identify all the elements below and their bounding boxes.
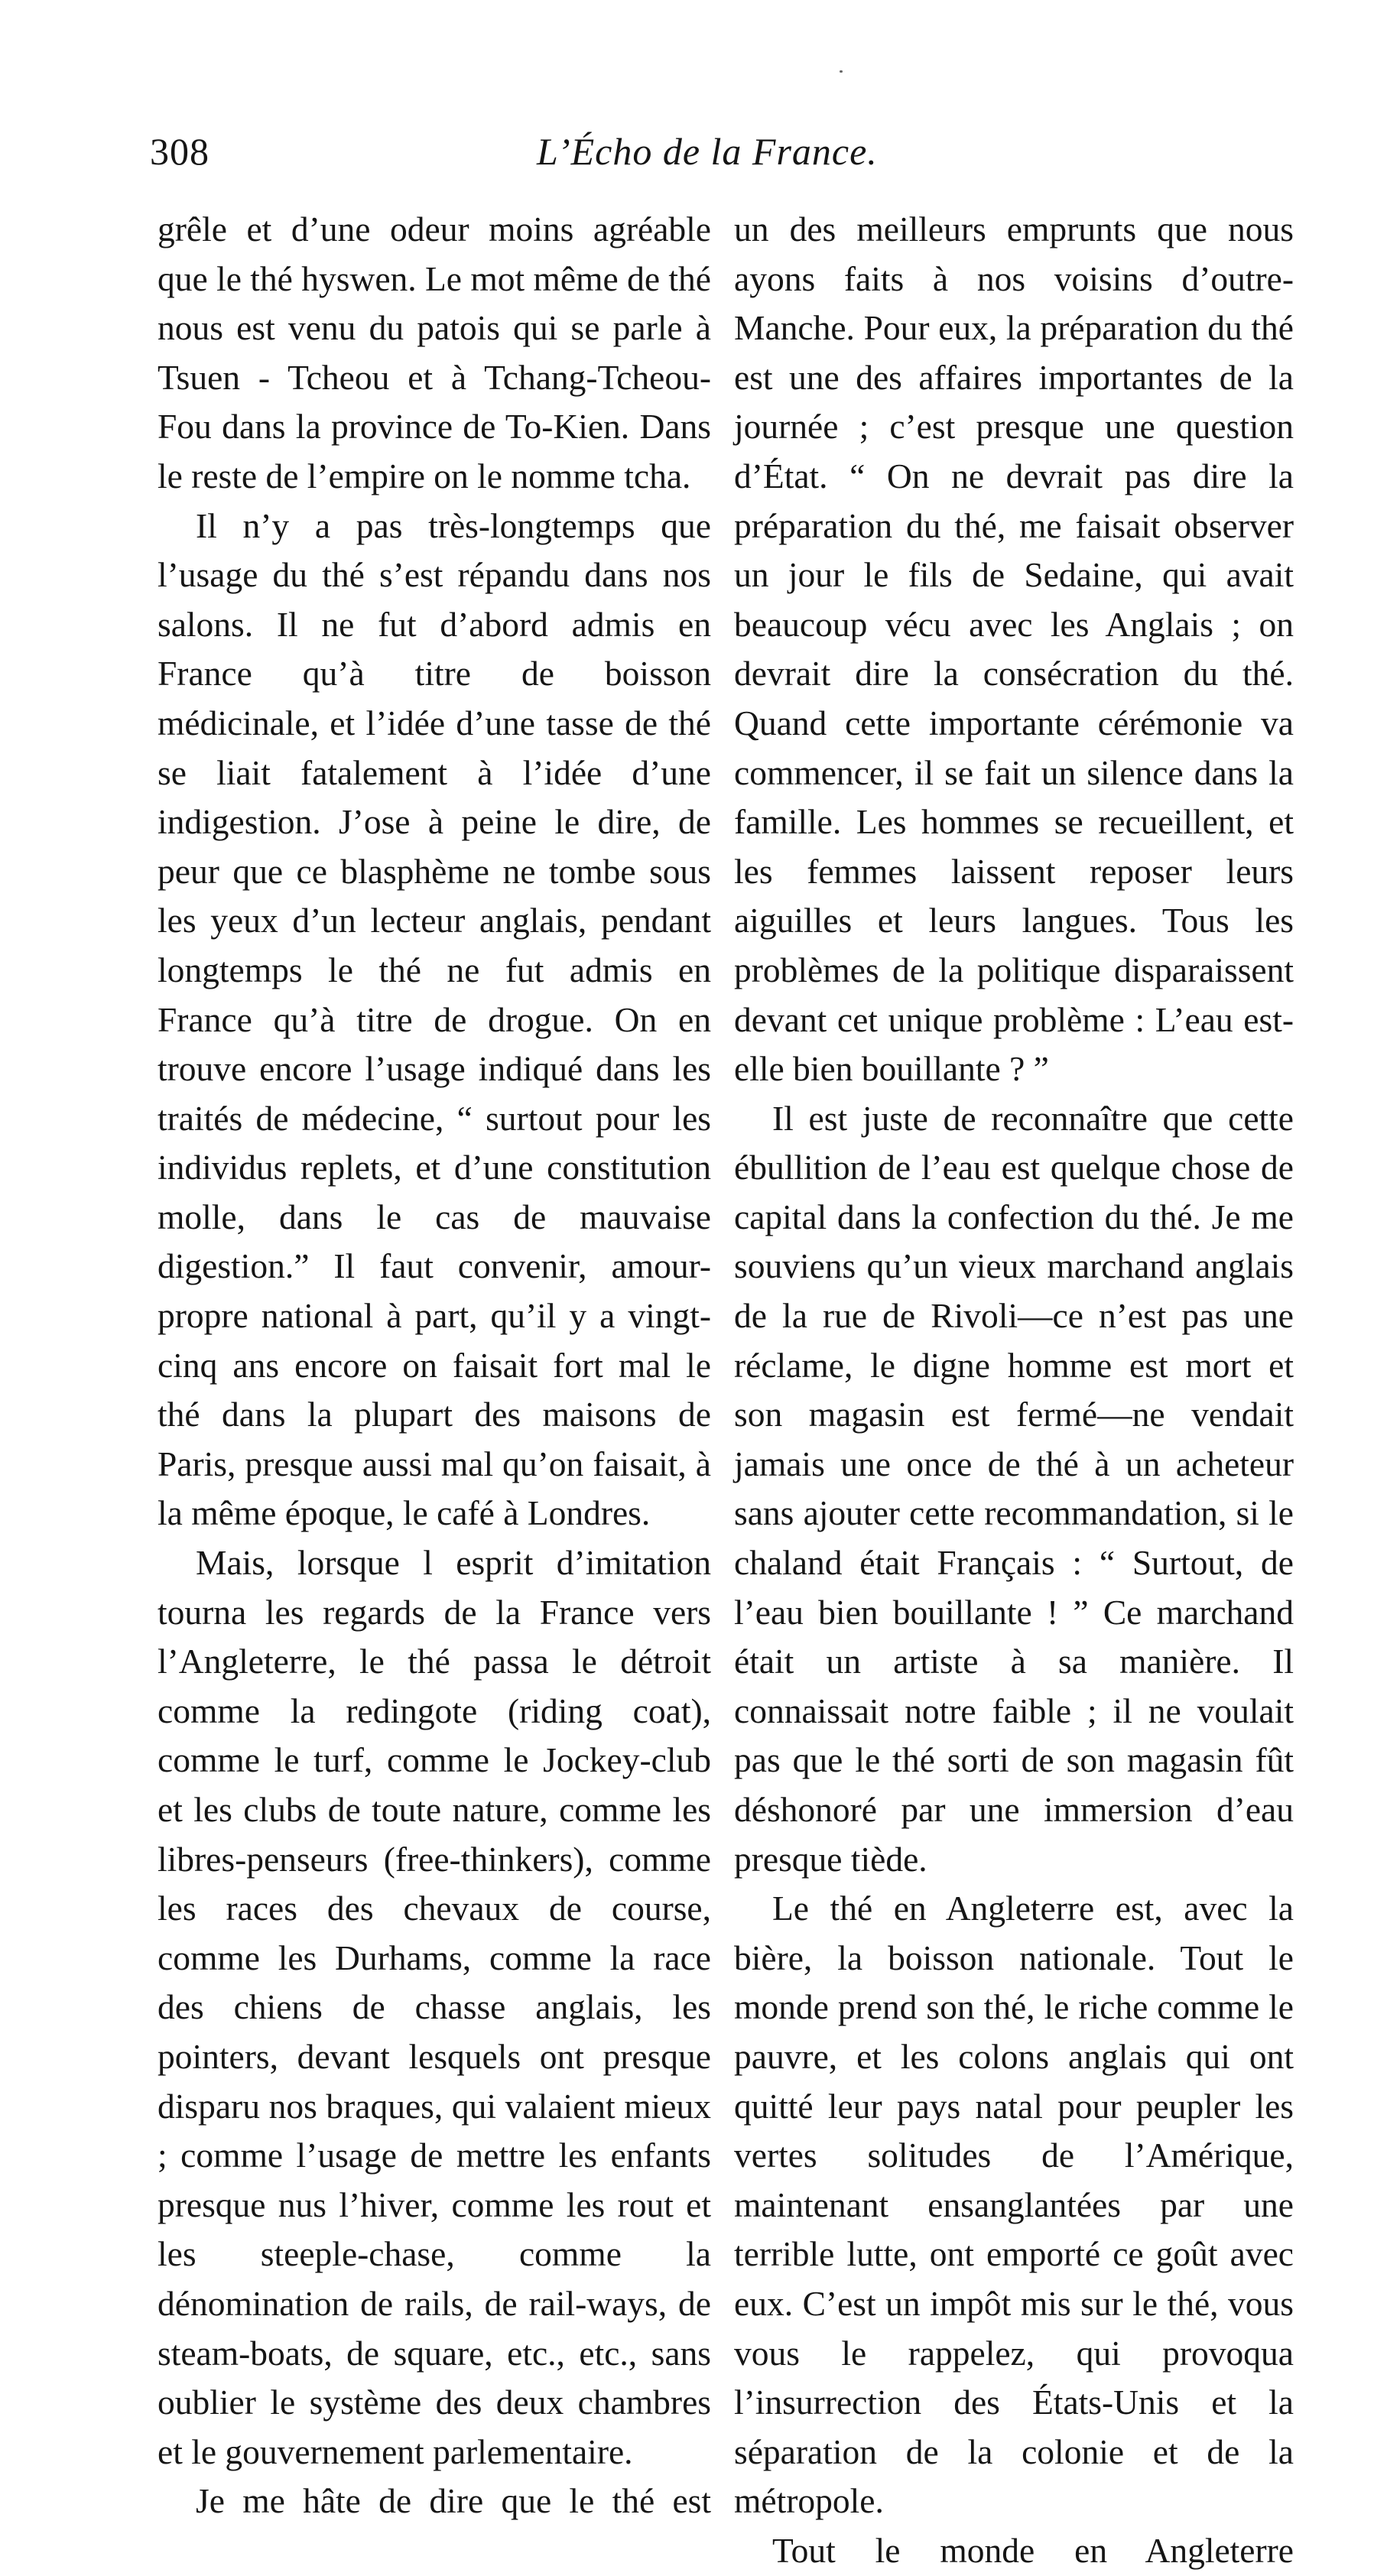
paragraph: Le thé en Angleterre est, avec la bière, la boisson nationale. Tout le monde prend son thé, le riche comme le pauvre, et les colons anglais qui ont quitté leur pays natal pour peupler les vertes solitudes de l’Amérique, maintenant ensanglantées par une terrible lutte, ont emporté ce goût avec eux. C’est un impôt mis sur le thé, vous vous le rappelez, qui provoqua l’insurrection des États-Unis et la séparation de la colonie et de la métropole. xyxy=(734,1889,1294,2521)
left-column xyxy=(158,205,711,2526)
ink-speck xyxy=(840,70,843,73)
page-number: 308 xyxy=(150,130,210,173)
paragraph: Il n’y a pas très-longtemps que l’usage du thé s’est répandu dans nos salons. Il ne fut d’abord admis en France qu’à titre de boisson médicinale, et l’idée d’une tasse de thé se liait fatalement à l’idée d’une indigestion. J’ose à peine le dire, de peur que ce blasphème ne tombe sous les yeux d’un lecteur anglais, pendant longtemps le thé ne fut admis en France qu’à titre de drogue. On en trouve encore l’usage indiqué dans les traités de médecine, “ surtout pour les individus replets, et d’une constitution molle, dans le cas de mauvaise digestion.” Il faut convenir, amour-propre national à part, qu’il y a vingt-cinq ans encore on faisait fort mal le thé dans la plupart des maisons de Paris, presque aussi mal qu’on faisait, à la même époque, le café à Londres. xyxy=(158,505,711,1533)
running-title: L’Écho de la France. xyxy=(537,130,878,173)
paragraph: Mais, lorsque l esprit d’imitation tourna les regards de la France vers l’Angleterre, le thé passa le détroit comme la redingote (riding coat), comme le turf, comme le Jockey-club et les clubs de toute nature, comme les libres-penseurs (free-thinkers), comme les races des chevaux de course, comme les Durhams, comme la race des chiens de chasse anglais, les pointers, devant lesquels ont presque disparu nos braques, qui valaient mieux ; comme l’usage de mettre les enfants presque nus l’hiver, comme les rout et les steeple-chase, comme la dénomination de rails, de rail-ways, de steam-boats, de square, etc., etc., sans oublier le système des deux chambres et le gouvernement parlementaire. xyxy=(158,1543,711,2471)
paragraph: Je me hâte de dire que le thé est xyxy=(196,2481,711,2521)
paragraph: Il est juste de reconnaître que cette ébullition de l’eau est quelque chose de capital dans la confection du thé. Je me souviens qu’un vieux marchand anglais de la rue de Rivoli—ce n’est pas une réclame, le digne homme est mort et son magasin est fermé—ne vendait jamais une once de thé à un acheteur sans ajouter cette recommandation, si le chaland était Français : “ Surtout, de l’eau bien bouillante ! ” Ce marchand était un artiste à sa manière. Il connaissait notre faible ; il ne voulait pas que le thé sorti de son magasin fût déshonoré par une immersion d’eau presque tiède. xyxy=(734,1098,1294,1879)
right-column xyxy=(734,205,1294,2576)
paragraph: un des meilleurs emprunts que nous ayons faits à nos voisins d’outre-Manche. Pour eux, la préparation du thé est une des affaires importantes de la journée ; c’est presque une question d’État. “ On ne devrait pas dire la préparation du thé, me faisait observer un jour le fils de Sedaine, qui avait beaucoup vécu avec les Anglais ; on devrait dire la consécration du thé. Quand cette importante cérémonie va commencer, il se fait un silence dans la famille. Les hommes se recueillent, et les femmes laissent reposer leurs aiguilles et leurs langues. Tous les problèmes de la politique disparaissent devant cet unique problème : L’eau est-elle bien bouillante ? ” xyxy=(734,210,1294,1089)
paragraph: grêle et d’une odeur moins agréable que le thé hyswen. Le mot même de thé nous est venu du patois qui se parle à Tsuen - Tcheou et à Tchang-Tcheou-Fou dans la province de To-Kien. Dans le reste de l’empire on le nomme tcha. xyxy=(158,210,711,495)
paragraph: Tout le monde en Angleterre xyxy=(772,2530,1294,2570)
